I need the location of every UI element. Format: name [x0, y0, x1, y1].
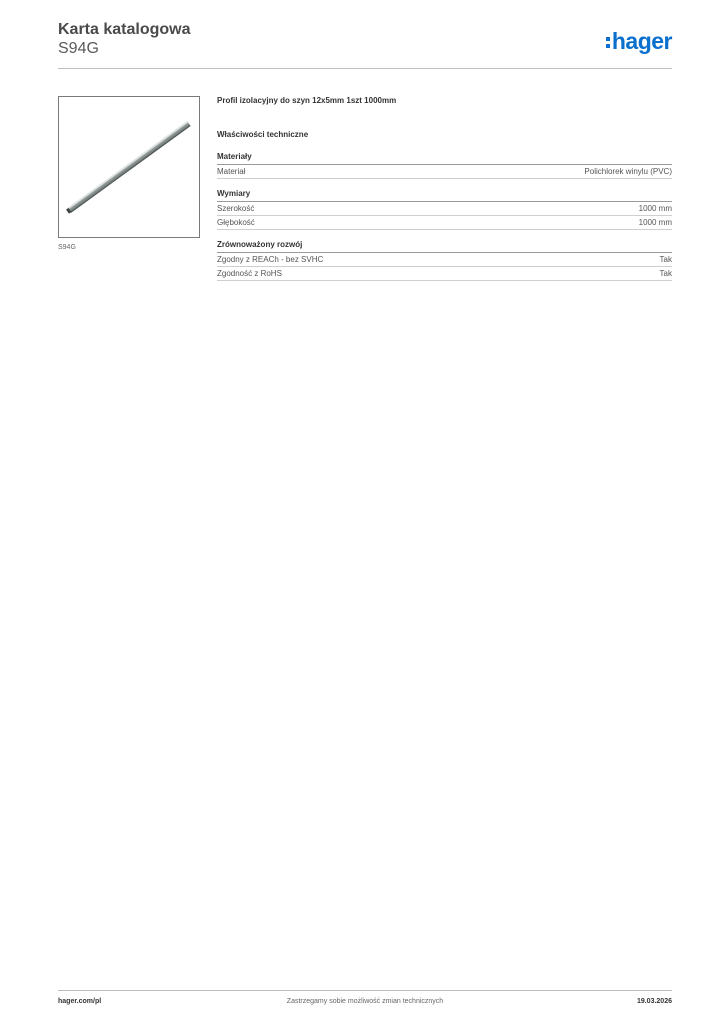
materials-group [217, 152, 672, 179]
product-image [58, 96, 200, 238]
sustainability-group [217, 240, 672, 281]
property-value: Tak [659, 269, 672, 278]
document-date: 19.03.2026 [636, 998, 672, 1005]
property-row [217, 165, 672, 179]
document-title: Karta katalogowa [58, 21, 191, 38]
footer-divider [58, 990, 672, 991]
property-value: Tak [659, 255, 672, 264]
technical-properties-heading: Właściwości techniczne [217, 130, 309, 139]
disclaimer-text: Zastrzegamy sobie możliwość zmian technicznych [286, 998, 444, 1005]
group-heading: Wymiary [217, 189, 672, 202]
property-row [217, 202, 672, 216]
page-header [58, 20, 672, 58]
website-link[interactable]: hager.com/pl [58, 998, 102, 1005]
property-row [217, 267, 672, 281]
hager-logo [606, 29, 672, 53]
property-row [217, 253, 672, 267]
group-heading: Materiały [217, 152, 672, 165]
property-label: Zgodność z RoHS [217, 269, 282, 278]
property-value: 1000 mm [638, 218, 672, 227]
dimensions-group [217, 189, 672, 230]
logo-dots-icon [606, 37, 610, 48]
property-label: Materiał [217, 167, 246, 176]
property-label: Szerokość [217, 204, 255, 213]
logo-text: hager [611, 28, 672, 54]
header-divider [58, 68, 672, 69]
property-label: Głębokość [217, 218, 255, 227]
property-value: 1000 mm [638, 204, 672, 213]
property-value: Polichlorek winylu (PVC) [584, 167, 672, 176]
insulating-profile-rail-icon [59, 97, 199, 237]
product-details [217, 96, 672, 281]
product-code: S94G [58, 40, 99, 57]
image-caption: S94G [58, 244, 76, 251]
property-row [217, 216, 672, 230]
group-heading: Zrównoważony rozwój [217, 240, 672, 253]
property-label: Zgodny z REACh - bez SVHC [217, 255, 324, 264]
product-name: Profil izolacyjny do szyn 12x5mm 1szt 1000mm [217, 96, 397, 105]
